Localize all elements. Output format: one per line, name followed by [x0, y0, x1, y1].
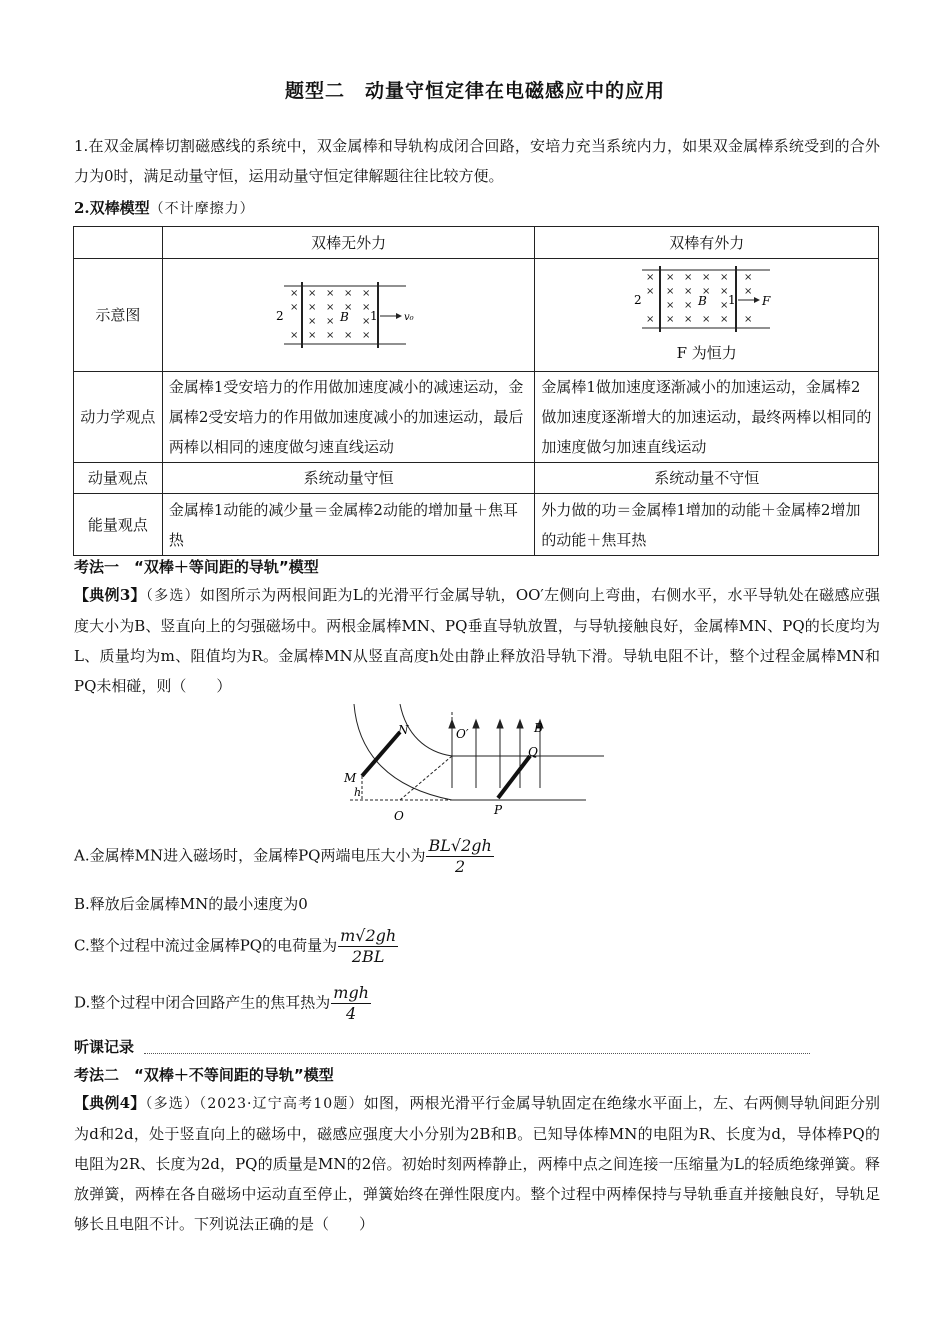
option-a-fraction: $\frac{BL√2gh}{2}$	[428, 836, 492, 876]
option-b: B.释放后金属棒MN的最小速度为0	[74, 895, 308, 913]
example4-label: 【典例4】	[74, 1094, 146, 1112]
svg-text:×: ×	[361, 288, 371, 299]
fig-label-m: M	[344, 771, 357, 785]
option-d-fraction: $\frac{\text{mgh}}{4}$	[333, 983, 369, 1023]
svg-text:×: ×	[683, 286, 693, 297]
svg-text:×: ×	[325, 288, 335, 299]
method2-header: 考法二 “双棒＋不等间距的导轨”模型	[74, 1066, 334, 1084]
svg-text:×: ×	[719, 314, 729, 325]
svg-text:×: ×	[289, 302, 299, 313]
svg-text:×: ×	[701, 286, 711, 297]
svg-text:×: ×	[325, 330, 335, 341]
svg-text:×: ×	[307, 302, 317, 313]
example4-question: 如图，两根光滑平行金属导轨固定在绝缘水平面上，左、右两侧导轨间距分别为d和2d，处于竖直向上的磁场中，磁感应强度大小分别为2B和B。已知导体棒MN的电阻为R、长度为d，导体棒PQ的电阻为2R、长度为2d，PQ的质量是MN的2倍。初始时刻两棒静止，两棒中点之间连接一压缩量为L的轻质绝缘弹簧。释放弹簧，两棒在各自磁场中运动直至停止，弹簧始终在弹性限度内。整个过程中两棒保持与导轨垂直并接触良好，导轨足够长且电阻不计。下列说法正确的是（ ）	[74, 1094, 881, 1233]
fig-label-o: O	[394, 809, 404, 823]
fig-label-o-prime: O′	[456, 727, 469, 741]
svg-text:×: ×	[307, 288, 317, 299]
svg-text:×: ×	[645, 272, 655, 283]
svg-text:×: ×	[665, 286, 675, 297]
momentum-no-force: 系统动量守恒	[162, 463, 535, 494]
svg-text:×: ×	[665, 314, 675, 325]
svg-text:×: ×	[361, 316, 371, 327]
svg-text:×: ×	[743, 272, 753, 283]
example3-multi: （多选）	[145, 588, 200, 604]
example3-question: 如图所示为两根间距为L的光滑平行金属导轨，OO′左侧向上弯曲，右侧水平，水平导轨处在磁感应强度大小为B、竖直向上的匀强磁场中。两根金属棒MN、PQ垂直导轨放置，与导轨接触良好，金属棒MN、PQ的长度均为L、质量均为m、阻值均为R。金属棒MN从竖直高度h处由静止释放沿导轨下滑。导轨电阻不计，整个过程金属棒MN和PQ未相碰，则（ ）	[74, 586, 881, 695]
example3-figure	[340, 704, 610, 826]
svg-text:×: ×	[307, 330, 317, 341]
svg-text:×: ×	[743, 314, 753, 325]
svg-text:×: ×	[307, 316, 317, 327]
rail-2-label-b: 2	[633, 293, 642, 307]
svg-text:×: ×	[343, 302, 353, 313]
notes-line[interactable]	[144, 1053, 810, 1054]
header-with-force: 双棒有外力	[535, 227, 879, 259]
option-c-fraction: $\frac{m√2gh}{2BL}$	[340, 926, 397, 966]
row-label-dynamics: 动力学观点	[74, 372, 163, 463]
fig-label-q: Q	[528, 745, 538, 759]
fig-label-b: B	[534, 721, 543, 735]
energy-no-force: 金属棒1动能的减少量＝金属棒2动能的增加量＋焦耳热	[162, 494, 535, 556]
svg-text:×: ×	[361, 302, 371, 313]
svg-text:×: ×	[719, 300, 729, 311]
svg-text:×: ×	[325, 302, 335, 313]
svg-text:×: ×	[343, 288, 353, 299]
svg-text:×: ×	[665, 272, 675, 283]
example3-label: 【典例3】	[74, 586, 146, 604]
example3-paragraph	[74, 580, 880, 701]
model-heading	[74, 193, 880, 224]
row-label-energy: 能量观点	[74, 494, 163, 556]
svg-text:×: ×	[683, 314, 693, 325]
v0-label: v₀	[403, 312, 414, 323]
svg-text:×: ×	[719, 286, 729, 297]
svg-text:×: ×	[289, 330, 299, 341]
svg-text:×: ×	[683, 272, 693, 283]
option-c-text: C.整个过程中流过金属棒PQ的电荷量为	[74, 936, 338, 955]
rail-1-label-b: 1	[727, 293, 736, 307]
svg-text:×: ×	[361, 330, 371, 341]
example4-multi: （多选）	[145, 1096, 200, 1112]
svg-text:×: ×	[645, 286, 655, 297]
force-f-label: F	[761, 294, 771, 308]
dynamics-no-force: 金属棒1受安培力的作用做加速度减小的减速运动，金属棒2受安培力的作用做加速度减小的加速运动，最后两棒以相同的速度做匀速直线运动	[162, 372, 535, 463]
svg-text:×: ×	[645, 314, 655, 325]
svg-text:×: ×	[343, 330, 353, 341]
option-d	[74, 983, 371, 1024]
svg-text:×: ×	[719, 272, 729, 283]
svg-text:×: ×	[665, 300, 675, 311]
option-c	[74, 926, 398, 967]
page-title: 题型二 动量守恒定律在电磁感应中的应用	[284, 80, 665, 102]
field-b-label: B	[339, 310, 349, 324]
option-a-text: A.金属棒MN进入磁场时，金属棒PQ两端电压大小为	[74, 846, 426, 865]
diagram-no-force-cell	[162, 259, 535, 372]
table-corner	[74, 227, 163, 259]
model-note: （不计摩擦力）	[149, 201, 255, 217]
model-label: 2.双棒模型	[74, 199, 150, 217]
example4-source: （2023·辽宁高考10题）	[199, 1096, 364, 1112]
svg-text:×: ×	[743, 286, 753, 297]
momentum-with-force: 系统动量不守恒	[535, 463, 879, 494]
diagram-no-force	[274, 280, 424, 350]
diagram-with-force-cell	[535, 259, 879, 372]
field-b-label-b: B	[697, 294, 707, 308]
option-d-text: D.整个过程中闭合回路产生的焦耳热为	[74, 993, 331, 1012]
header-no-force: 双棒无外力	[162, 227, 535, 259]
svg-text:×: ×	[701, 272, 711, 283]
row-label-momentum: 动量观点	[74, 463, 163, 494]
intro-paragraph: 1.在双金属棒切割磁感线的系统中，双金属棒和导轨构成闭合回路，安培力充当系统内力，如果双金属棒系统受到的合外力为0时，满足动量守恒，运用动量守恒定律解题往往比较方便。	[74, 137, 880, 185]
diagram-with-force	[632, 264, 782, 334]
row-label-diagram: 示意图	[74, 259, 163, 372]
force-caption: F 为恒力	[676, 344, 737, 362]
svg-text:×: ×	[325, 316, 335, 327]
rail-1-label: 1	[369, 309, 378, 323]
svg-text:×: ×	[701, 314, 711, 325]
fig-label-h: h	[354, 786, 362, 799]
option-a	[74, 836, 494, 877]
example4-paragraph	[74, 1088, 880, 1239]
rail-2-label: 2	[275, 309, 284, 323]
energy-with-force: 外力做的功＝金属棒1增加的动能＋金属棒2增加的动能＋焦耳热	[535, 494, 879, 556]
model-table	[73, 226, 879, 556]
fig-label-p: P	[494, 803, 503, 817]
method1-header: 考法一 “双棒＋等间距的导轨”模型	[74, 558, 319, 576]
svg-text:×: ×	[289, 288, 299, 299]
svg-text:×: ×	[683, 300, 693, 311]
dynamics-with-force: 金属棒1做加速度逐渐减小的加速运动，金属棒2做加速度逐渐增大的加速运动，最终两棒以相同的加速度做匀加速直线运动	[535, 372, 879, 463]
notes-label: 听课记录	[74, 1038, 135, 1056]
fig-label-n: N	[398, 723, 409, 737]
